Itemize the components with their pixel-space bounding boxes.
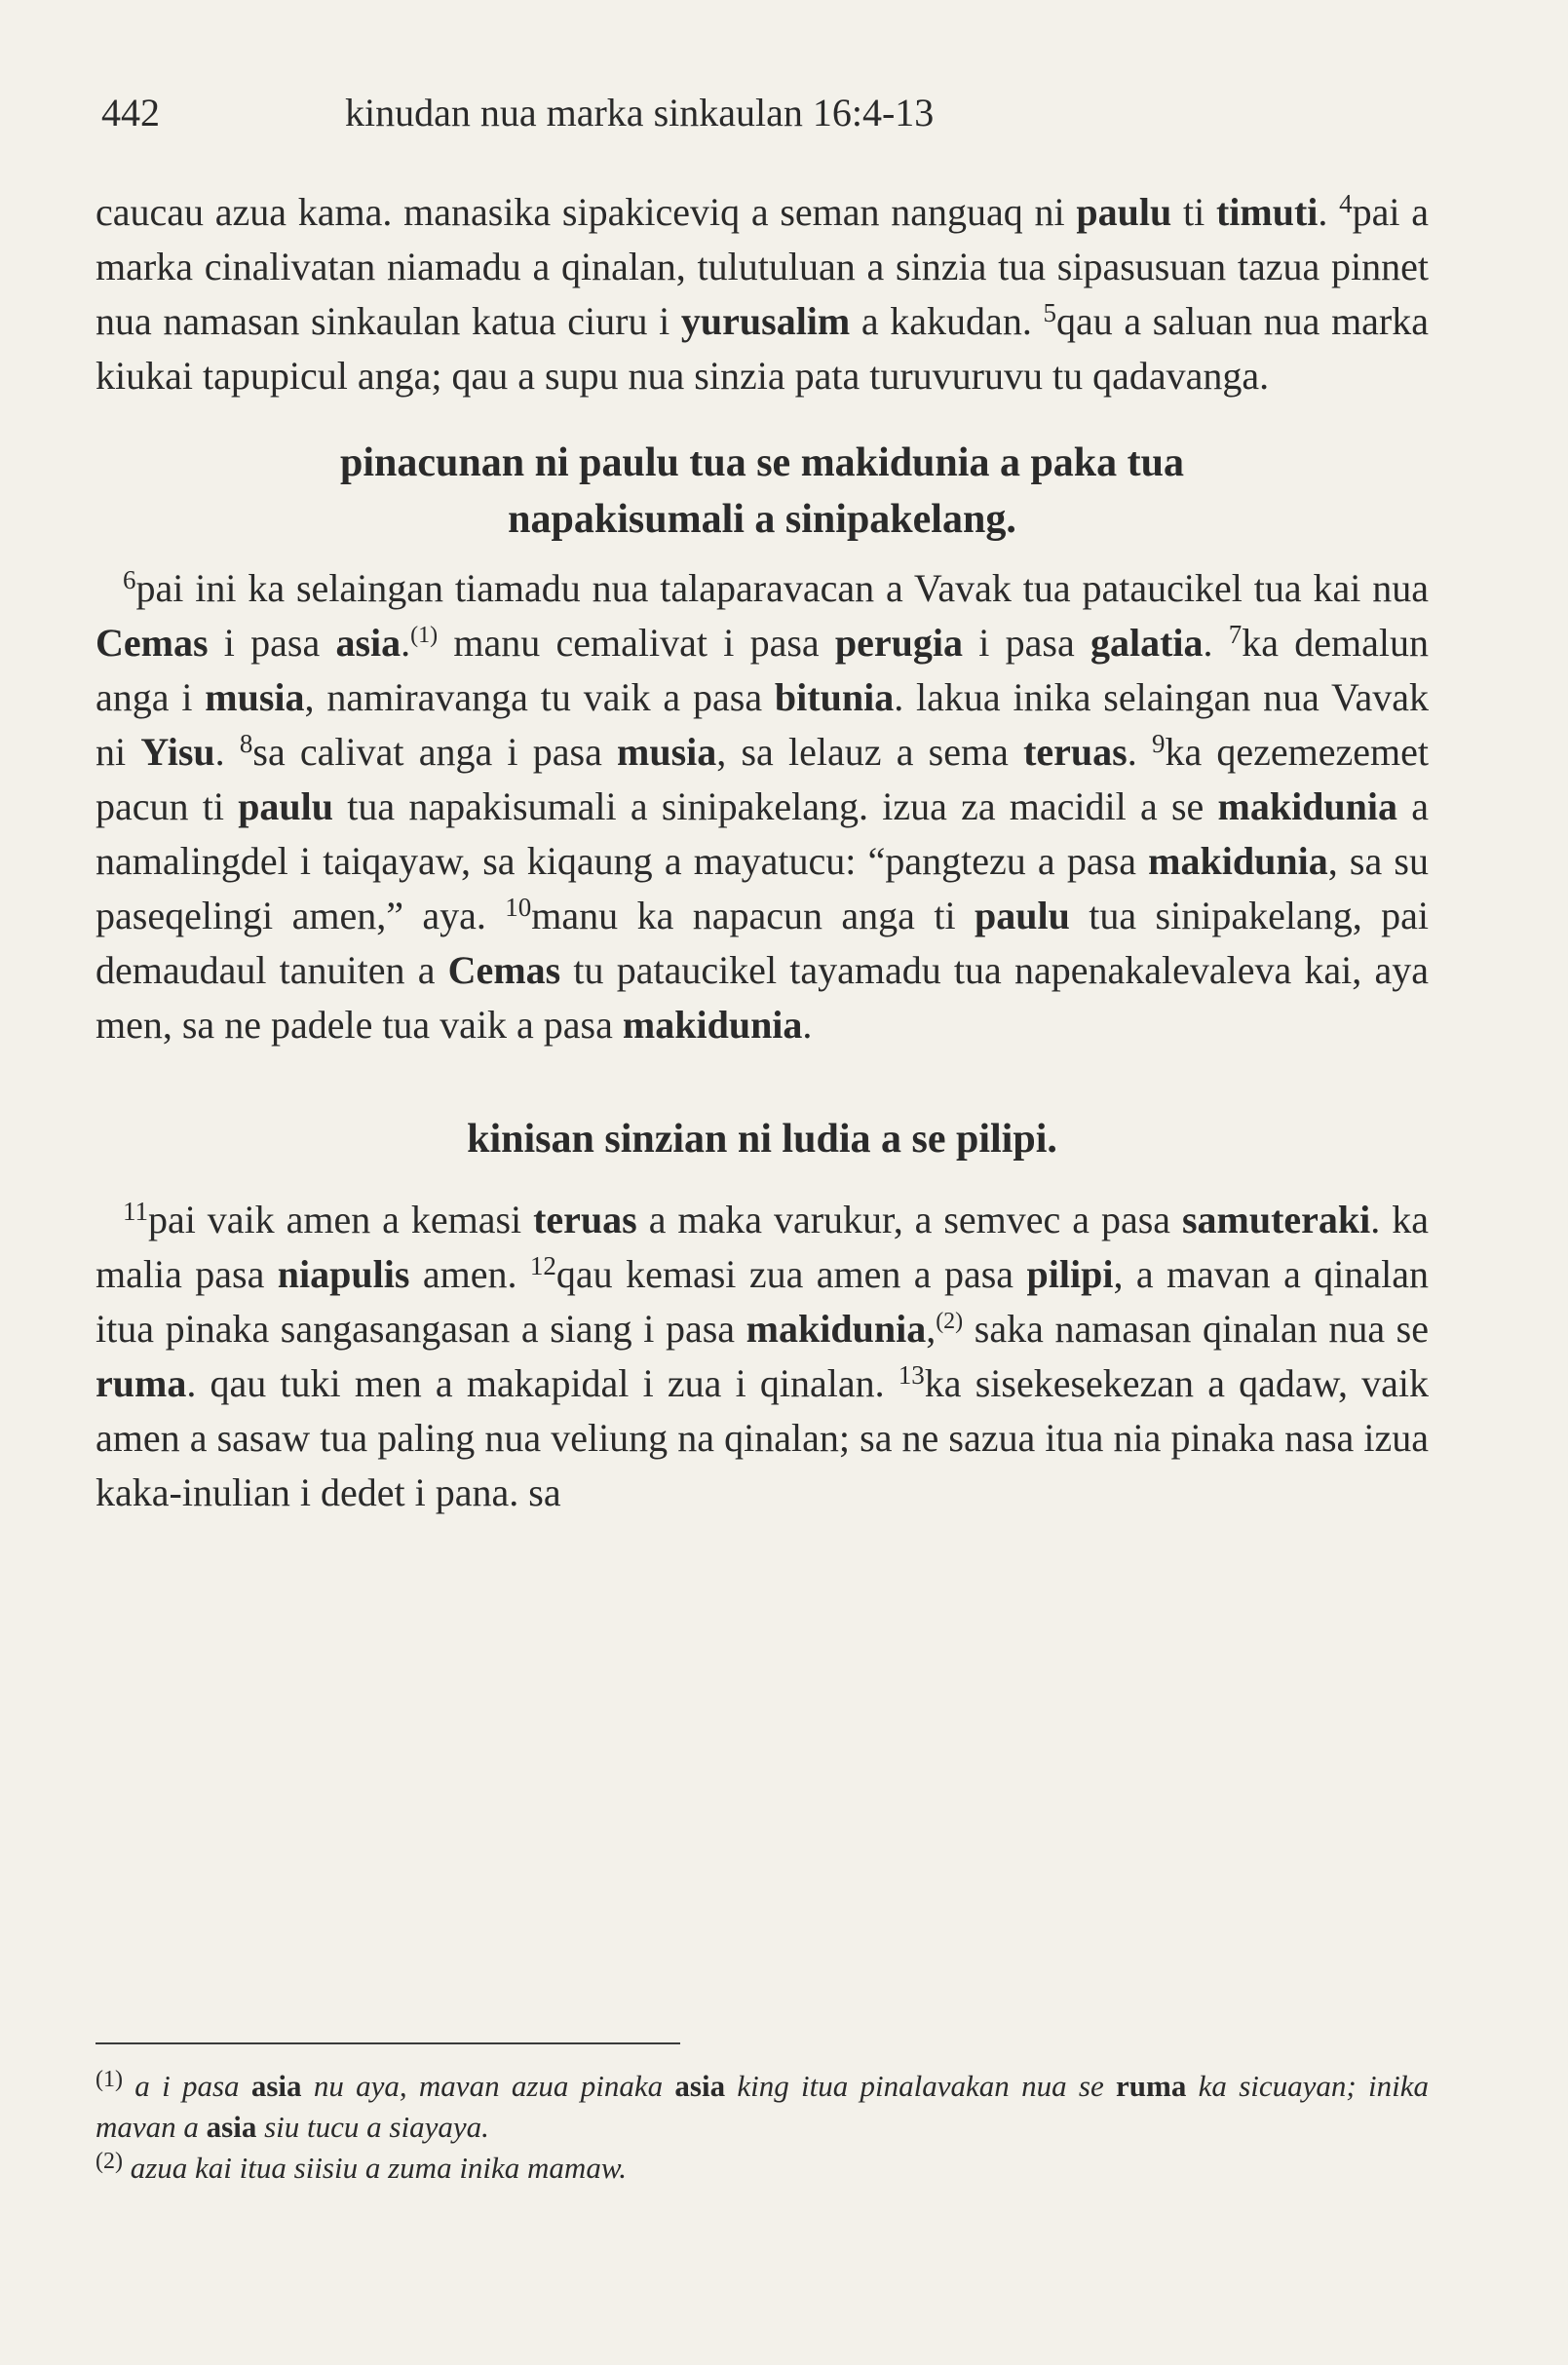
- proper-noun: asia: [250, 2069, 302, 2103]
- proper-noun: perugia: [834, 621, 964, 665]
- proper-noun: bitunia: [774, 675, 895, 719]
- proper-noun: teruas: [1023, 730, 1128, 774]
- text: saka namasan qinalan nua se: [963, 1307, 1429, 1351]
- footnotes: [96, 2066, 1429, 2189]
- text: , sa su paseqelingi amen,” aya.: [96, 839, 1430, 937]
- footnote-reference: (2): [936, 1309, 964, 1334]
- footnote-1: [96, 2066, 1429, 2148]
- proper-noun: yurusalim: [680, 299, 851, 343]
- text: caucau azua kama. manasika sipakiceviq a seman nanguaq ni: [96, 190, 1077, 234]
- text: a maka varukur, a semvec a pasa: [636, 1198, 1182, 1241]
- proper-noun: makidunia: [746, 1307, 927, 1351]
- text: .: [1318, 190, 1340, 234]
- verse-number: 9: [1151, 729, 1166, 758]
- proper-noun: Yisu: [140, 730, 215, 774]
- text: amen.: [409, 1252, 530, 1296]
- text: pai ini ka selaingan tiamadu nua talaparavacan a Vavak tua pataucikel tua kai nua: [135, 566, 1429, 610]
- verse-number: 8: [239, 729, 253, 758]
- proper-noun: paulu: [238, 784, 334, 828]
- verse-number: 4: [1339, 189, 1353, 218]
- text: pai vaik amen a kemasi: [148, 1198, 534, 1241]
- text: manu cemalivat i pasa: [438, 621, 835, 665]
- text: .: [401, 621, 411, 665]
- verse-number: 13: [898, 1360, 925, 1390]
- running-title: kinudan nua marka sinkaulan 16:4-13: [345, 91, 935, 134]
- text: pai a marka cinalivatan niamadu a qinalan, tulutuluan a sinzia tua sipasusuan tazua pinnet nua namasan sinkaulan katua ciuru i: [96, 190, 1430, 343]
- text: sa calivat anga i pasa: [252, 730, 618, 774]
- footnote-divider: [96, 2042, 680, 2044]
- text: .: [802, 1003, 813, 1047]
- section-heading-line: napakisumali a sinipakelang.: [508, 497, 1016, 542]
- text: a i pasa: [122, 2069, 251, 2103]
- proper-noun: makidunia: [622, 1003, 803, 1047]
- paragraph-3: [96, 1193, 1429, 1520]
- verse-number: 7: [1228, 620, 1243, 649]
- text: i pasa: [963, 621, 1090, 665]
- proper-noun: niapulis: [277, 1252, 410, 1296]
- verse-number: 11: [123, 1197, 148, 1226]
- text: .: [1127, 730, 1152, 774]
- text: qau a saluan nua marka kiukai tapupicul anga; qau a supu nua sinzia pata turuvuruvu tu qadavanga.: [96, 299, 1430, 398]
- footnote-2: [96, 2148, 1429, 2189]
- proper-noun: asia: [674, 2069, 726, 2103]
- verse-number: 6: [123, 565, 136, 594]
- proper-noun: timuti: [1215, 190, 1319, 234]
- text: a kakudan.: [850, 299, 1044, 343]
- text: ka sisekesekezan a qadaw, vaik amen a sasaw tua paling nua veliung na qinalan; sa ne sazua itua nia pinaka nasa izua kaka-inulian i dedet i pana. sa: [96, 1361, 1429, 1514]
- verse-number: 5: [1043, 298, 1056, 327]
- text: . ka malia pasa: [96, 1198, 1429, 1296]
- section-heading-line: kinisan sinzian ni ludia a se pilipi.: [467, 1117, 1057, 1162]
- text: .: [1203, 621, 1229, 665]
- text: ka sicuayan; inika mavan a: [96, 2069, 1429, 2144]
- proper-noun: teruas: [533, 1198, 637, 1241]
- proper-noun: musia: [617, 730, 717, 774]
- text: azua kai itua siisiu a zuma inika mamaw.: [122, 2151, 627, 2185]
- text: , a mavan a qinalan itua pinaka sangasangasan a siang i pasa: [96, 1252, 1430, 1351]
- text: nu aya, mavan azua pinaka: [301, 2069, 675, 2103]
- footnote-reference: (1): [410, 623, 439, 648]
- text: manu ka napacun anga ti: [531, 894, 975, 937]
- text: , sa lelauz a sema: [716, 730, 1024, 774]
- text: . lakua inika selaingan nua Vavak ni: [96, 675, 1430, 774]
- proper-noun: Cemas: [447, 948, 561, 992]
- text: tu pataucikel tayamadu tua napenakalevaleva kai, aya men, sa ne padele tua vaik a pasa: [96, 948, 1429, 1047]
- proper-noun: samuteraki: [1181, 1198, 1371, 1241]
- proper-noun: galatia: [1090, 621, 1204, 665]
- proper-noun: pilipi: [1026, 1252, 1114, 1296]
- page-body: [96, 185, 1429, 1520]
- text: tua sinipakelang, pai demaudaul tanuiten a: [96, 894, 1429, 992]
- text: . qau tuki men a makapidal i zua i qinalan.: [186, 1361, 899, 1405]
- text: siu tucu a siayaya.: [256, 2110, 489, 2144]
- text: ti: [1171, 190, 1216, 234]
- text: ka demalun anga i: [96, 621, 1430, 719]
- section-heading-2: [96, 1111, 1429, 1167]
- page-number: 442: [101, 91, 160, 134]
- verse-number: 12: [529, 1251, 556, 1280]
- text: ,: [926, 1307, 937, 1351]
- proper-noun: paulu: [1076, 190, 1172, 234]
- text: tua napakisumali a sinipakelang. izua za macidil a se: [333, 784, 1218, 828]
- paragraph-1: [96, 185, 1429, 403]
- proper-noun: makidunia: [1217, 784, 1398, 828]
- footnote-marker: (2): [96, 2149, 123, 2174]
- proper-noun: ruma: [96, 1361, 187, 1405]
- text: a namalingdel i taiqayaw, sa kiqaung a mayatucu: “pangtezu a pasa: [96, 784, 1430, 883]
- section-heading-line: pinacunan ni paulu tua se makidunia a paka tua: [339, 440, 1185, 485]
- proper-noun: makidunia: [1148, 839, 1328, 883]
- proper-noun: asia: [335, 621, 402, 665]
- verse-number: 10: [505, 893, 532, 922]
- proper-noun: paulu: [974, 894, 1070, 937]
- paragraph-2: [96, 561, 1429, 1052]
- proper-noun: musia: [205, 675, 305, 719]
- proper-noun: asia: [206, 2110, 257, 2144]
- footnote-marker: (1): [96, 2067, 123, 2092]
- text: , namiravanga tu vaik a pasa: [304, 675, 775, 719]
- proper-noun: ruma: [1116, 2069, 1187, 2103]
- page-header: [96, 90, 1429, 148]
- text: i pasa: [208, 621, 336, 665]
- proper-noun: Cemas: [96, 621, 209, 665]
- text: .: [214, 730, 240, 774]
- section-heading-1: [96, 435, 1429, 548]
- text: king itua pinalavakan nua se: [725, 2069, 1117, 2103]
- text: qau kemasi zua amen a pasa: [555, 1252, 1027, 1296]
- text: ka qezemezemet pacun ti: [96, 730, 1430, 828]
